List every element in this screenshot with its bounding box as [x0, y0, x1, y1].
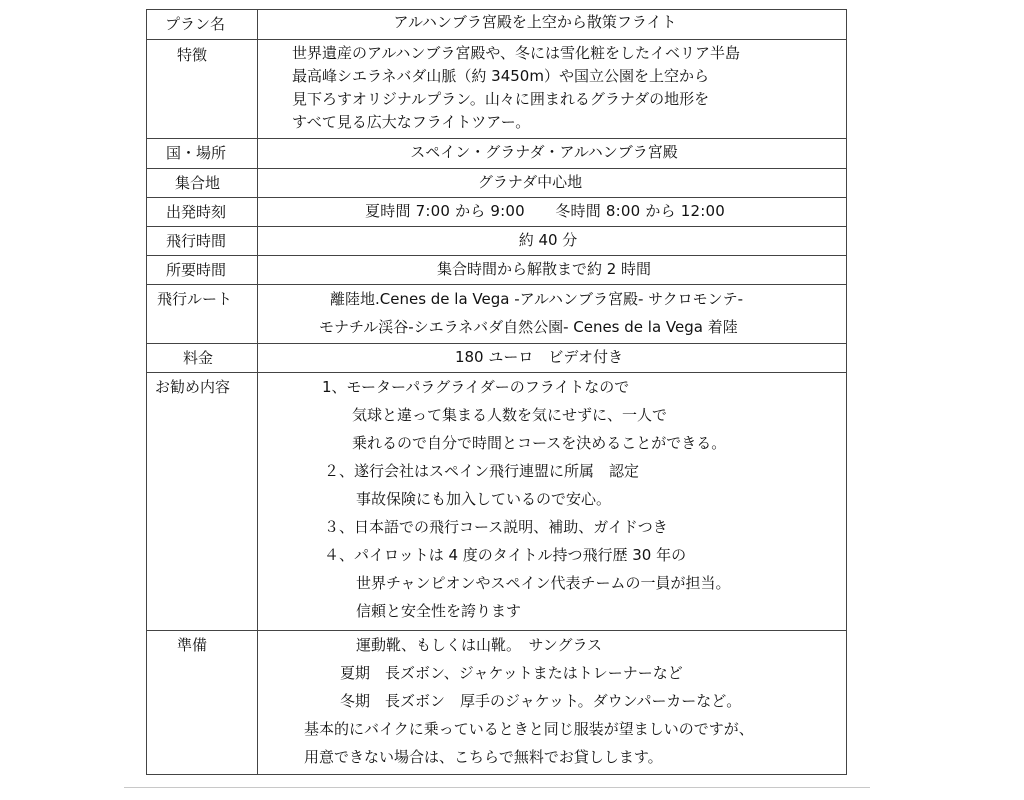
label-cell	[147, 139, 258, 169]
recommend-line: 気球と違って集まる人数を気にせずに、一人で	[352, 406, 668, 424]
table-row-departure	[147, 198, 847, 227]
flight-time-value: 約 40 分	[518, 231, 578, 249]
features-line: 世界遺産のアルハンブラ宮殿や、冬には雪化粧をしたイベリア半島	[292, 44, 741, 62]
label-cell	[147, 227, 258, 256]
table-row-location	[147, 139, 847, 169]
table-row-price	[147, 344, 847, 373]
departure-label: 出発時刻	[166, 203, 227, 221]
preparation-label: 準備	[177, 636, 208, 654]
table-row-features	[147, 40, 847, 139]
meeting-label: 集合地	[175, 174, 221, 192]
duration-label: 所要時間	[166, 261, 227, 279]
recommend-line: 1、モーターパラグライダーのフライトなので	[322, 378, 630, 396]
value-cell	[258, 256, 847, 285]
features-label: 特徴	[177, 46, 208, 64]
bottom-divider	[124, 787, 870, 788]
recommend-line: 事故保険にも加入しているので安心。	[356, 490, 612, 508]
value-cell	[258, 373, 847, 631]
label-cell	[147, 10, 258, 40]
value-cell	[258, 198, 847, 227]
table-row-meeting	[147, 169, 847, 198]
duration-value: 集合時間から解散まで約 2 時間	[436, 260, 652, 278]
label-cell	[147, 198, 258, 227]
value-cell	[258, 139, 847, 169]
route-text-block	[258, 285, 846, 341]
label-cell	[147, 373, 258, 631]
recommend-line: ２、遂行会社はスペイン飛行連盟に所属 認定	[324, 462, 640, 480]
recommend-line: 信頼と安全性を誇ります	[356, 602, 522, 620]
preparation-line: 夏期 長ズボン、ジャケットまたはトレーナーなど	[340, 664, 683, 682]
label-cell	[147, 169, 258, 198]
table-row-preparation	[147, 631, 847, 775]
label-cell	[147, 256, 258, 285]
features-line: 最高峰シエラネバダ山脈（約 3450m）や国立公園を上空から	[292, 67, 709, 85]
value-cell	[258, 40, 847, 139]
departure-value: 夏時間 7:00 から 9:00 冬時間 8:00 から 12:00	[365, 202, 725, 220]
label-cell	[147, 344, 258, 373]
recommend-line: 乗れるので自分で時間とコースを決めることができる。	[352, 434, 727, 452]
value-cell	[258, 169, 847, 198]
value-cell	[258, 631, 847, 775]
table-row-flight-time	[147, 227, 847, 256]
recommend-label: お勧め内容	[155, 378, 231, 396]
plan-value: アルハンブラ宮殿を上空から散策フライト	[393, 13, 677, 31]
value-cell	[258, 285, 847, 344]
label-cell	[147, 631, 258, 775]
label-cell	[147, 40, 258, 139]
plan-label: プラン名	[165, 15, 226, 33]
flight-time-label: 飛行時間	[166, 232, 227, 250]
value-cell	[258, 10, 847, 40]
recommend-line: 世界チャンピオンやスペイン代表チームの一員が担当。	[356, 574, 731, 592]
preparation-text-block	[258, 631, 846, 771]
preparation-line: 冬期 長ズボン 厚手のジャケット。ダウンパーカーなど。	[340, 692, 742, 710]
route-line: モナチル渓谷-シエラネバダ自然公園- Cenes de la Vega 着陸	[319, 318, 738, 336]
preparation-line: 基本的にバイクに乗っているときと同じ服装が望ましいのですが、	[304, 720, 754, 738]
table-row-route	[147, 285, 847, 344]
price-label: 料金	[183, 349, 214, 367]
recommend-line: ３、日本語での飛行コース説明、補助、ガイドつき	[324, 518, 668, 536]
value-cell	[258, 344, 847, 373]
features-line: すべて見る広大なフライトツアー。	[292, 113, 531, 131]
tour-info-table	[146, 9, 847, 775]
features-text-block	[258, 40, 846, 134]
table-row-plan	[147, 10, 847, 40]
location-label: 国・場所	[166, 144, 227, 162]
label-cell	[147, 285, 258, 344]
preparation-line: 用意できない場合は、こちらで無料でお貸しします。	[304, 748, 663, 766]
table-row-recommend	[147, 373, 847, 631]
route-line: 離陸地.Cenes de la Vega -アルハンブラ宮殿- サクロモンテ-	[330, 290, 743, 308]
recommend-line: ４、パイロットは 4 度のタイトル持つ飛行歴 30 年の	[324, 546, 687, 564]
preparation-line: 運動靴、もしくは山靴。 サングラス	[356, 636, 603, 654]
value-cell	[258, 227, 847, 256]
recommend-text-block	[258, 373, 846, 625]
meeting-value: グラナダ中心地	[477, 173, 583, 191]
table-row-duration	[147, 256, 847, 285]
features-line: 見下ろすオリジナルプラン。山々に囲まれるグラナダの地形を	[292, 90, 710, 108]
price-value: 180 ユーロ ビデオ付き	[454, 348, 624, 366]
location-value: スペイン・グラナダ・アルハンブラ宮殿	[410, 143, 678, 161]
route-label: 飛行ルート	[157, 290, 233, 308]
